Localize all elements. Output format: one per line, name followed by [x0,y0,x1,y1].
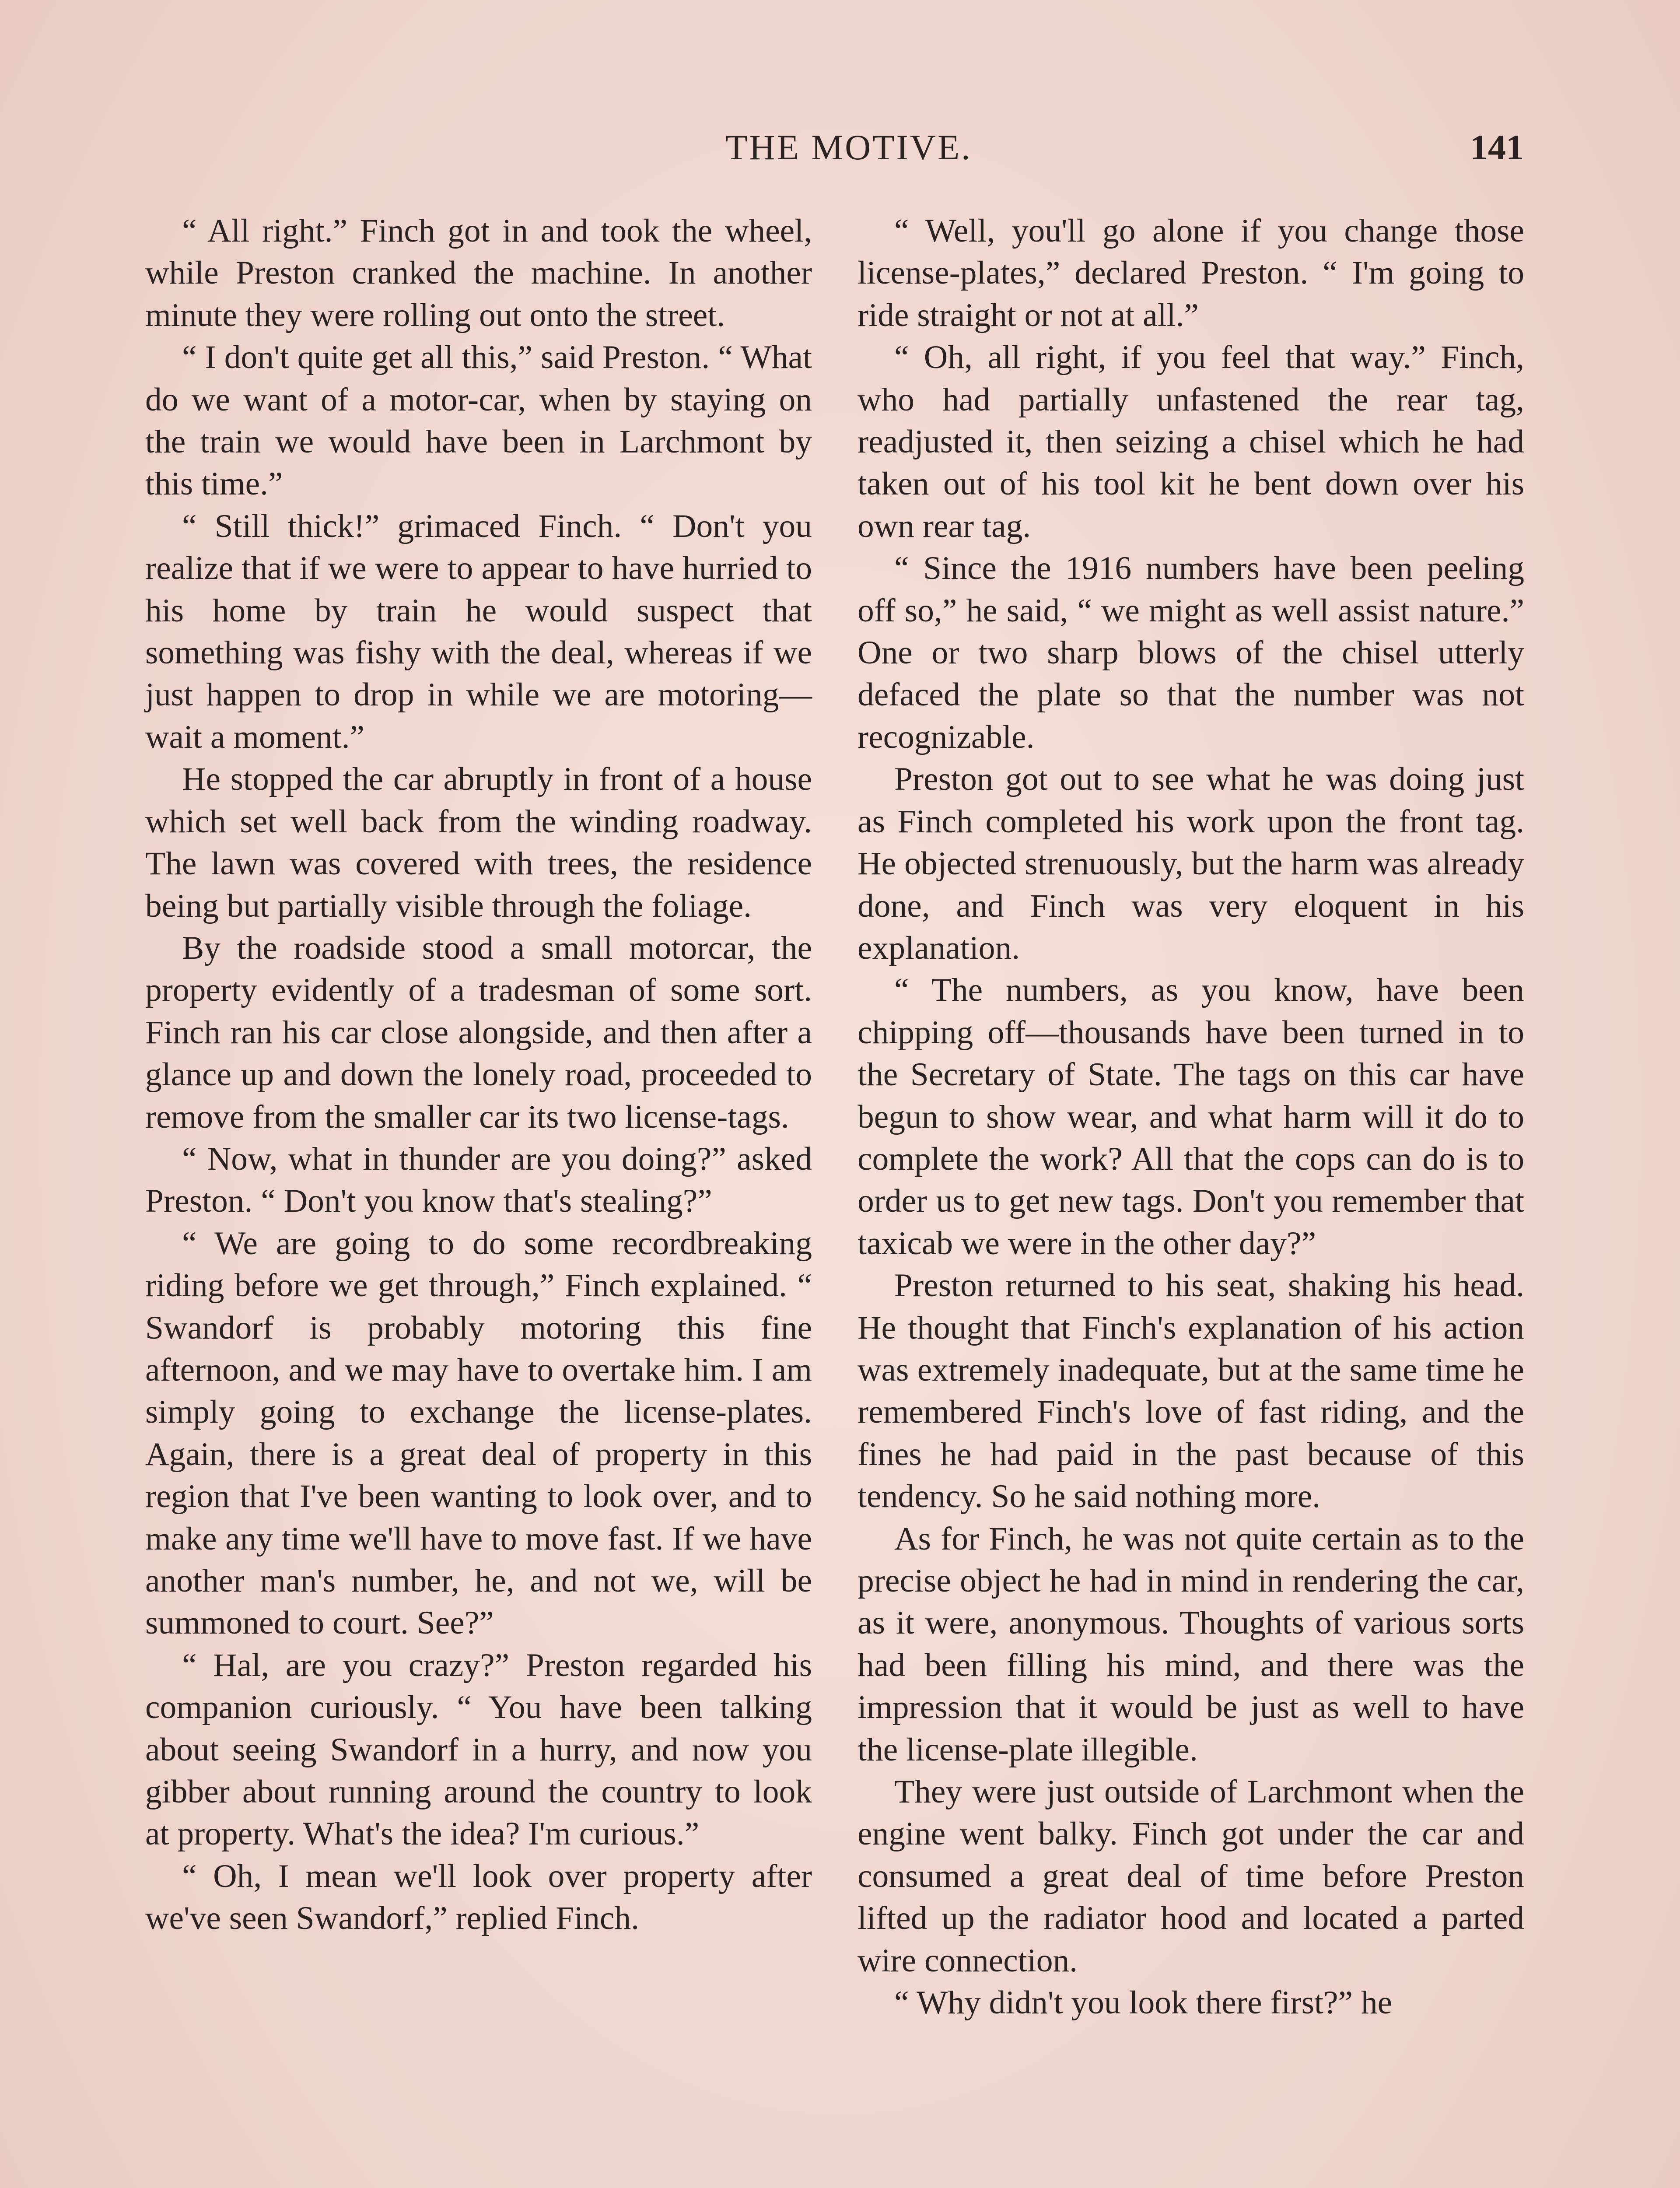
paragraph: By the roadside stood a small motorcar, the property evidently of a tradesman of some sort. Finch ran his car close alongside, and then after a glance up and down the lonely road, proceeded to remove from the smaller car its two license-tags. [145,929,812,1135]
paragraph: “ Oh, I mean we'll look over property after we've seen Swandorf,” replied Finch. [145,1858,812,1937]
paragraph: “ All right.” Finch got in and took the wheel, while Preston cranked the machine. In another minute they were rolling out onto the street. [145,213,812,333]
page-header [0,127,1680,179]
paragraph: “ Since the 1916 numbers have been peeling off so,” he said, “ we might as well assist nature.” One or two sharp blows of the chisel utterly defaced the plate so that the number was not recognizable. [858,550,1524,755]
paragraph: They were just outside of Larchmont when the engine went balky. Finch got under the car and consumed a great deal of time before Preston lifted up the radiator hood and located a parted wire connection. [858,1774,1524,1979]
right-column [858,210,1524,2024]
paragraph: “ I don't quite get all this,” said Preston. “ What do we want of a motor-car, when by staying on the train we would have been in Larchmont by this time.” [145,339,812,502]
paragraph: He stopped the car abruptly in front of a house which set well back from the winding roadway. The lawn was covered with trees, the residence being but partially visible through the foliage. [145,761,812,924]
paragraph: “ Now, what in thunder are you doing?” asked Preston. “ Don't you know that's stealing?” [145,1140,812,1220]
paragraph: Preston got out to see what he was doing just as Finch completed his work upon the front tag. He objected strenuously, but the harm was already done, and Finch was very eloquent in his explanation. [858,761,1524,966]
paragraph: “ Still thick!” grimaced Finch. “ Don't you realize that if we were to appear to have hurried to his home by train he would suspect that something was fishy with the deal, whereas if we just happen to drop in while we are motoring—wait a moment.” [145,508,812,755]
paragraph: “ Oh, all right, if you feel that way.” Finch, who had partially unfastened the rear tag, readjusted it, then seizing a chisel which he had taken out of his tool kit he bent down over his own rear tag. [858,339,1524,544]
left-column [145,210,812,1940]
paragraph: “ We are going to do some recordbreaking riding before we get through,” Finch explained. “ Swandorf is probably motoring this fine afternoon, and we may have to overtake him. I am simply going to exchange the license-plates. Again, there is a great deal of property in this region that I've been wanting to look over, and to make any time we'll have to move fast. If we have another man's number, he, and not we, will be summoned to court. See?” [145,1225,812,1641]
paragraph: “ Well, you'll go alone if you change those license-plates,” declared Preston. “ I'm going to ride straight or not at all.” [858,213,1524,333]
paragraph: Preston returned to his seat, shaking his head. He thought that Finch's explanation of his action was extremely inadequate, but at the same time he remembered Finch's love of fast riding, and the fines he had paid in the past because of this tendency. So he said nothing more. [858,1267,1524,1515]
paragraph: As for Finch, he was not quite certain as to the precise object he had in mind in rendering the car, as it were, anonymous. Thoughts of various sorts had been filling his mind, and there was the impression that it would be just as well to have the license-plate illegible. [858,1520,1524,1768]
running-head: THE MOTIVE. [725,127,972,167]
paragraph: “ Hal, are you crazy?” Preston regarded his companion curiously. “ You have been talking about seeing Swandorf in a hurry, and now you gibber about running around the country to look at property. What's the idea? I'm curious.” [145,1647,812,1852]
page-number: 141 [1470,127,1524,167]
paragraph: “ Why didn't you look there first?” he [894,1985,1393,2021]
paragraph: “ The numbers, as you know, have been chipping off—thousands have been turned in to the Secretary of State. The tags on this car have begun to show wear, and what harm will it do to complete the work? All that the cops can do is to order us to get new tags. Don't you remember that taxicab we were in the other day?” [858,972,1524,1262]
